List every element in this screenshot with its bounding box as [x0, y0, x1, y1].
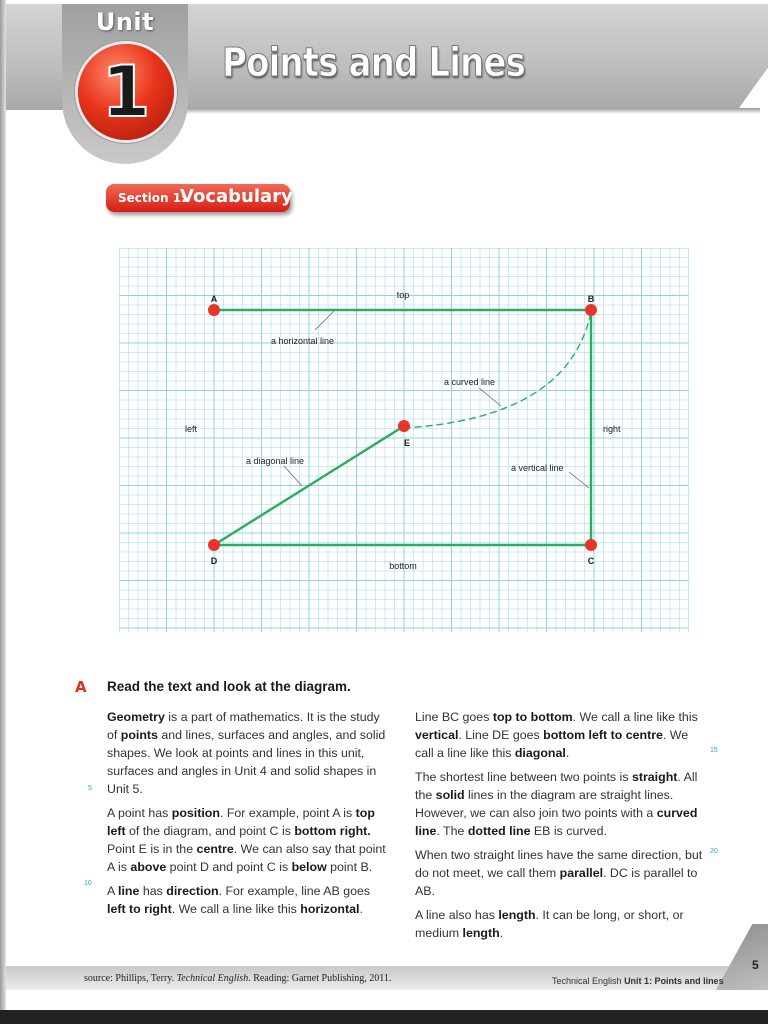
key-term: diagonal — [514, 746, 566, 760]
page-edge — [0, 0, 6, 1024]
text-run: . It can be long, or short, or medium — [415, 908, 684, 940]
text-run: and lines, surfaces and angles, and solid shapes. We look at points and lines in this unit, surfaces and angles in Unit 4 and solid shapes in Unit 5. — [107, 728, 386, 796]
text-run: A — [107, 884, 119, 898]
paragraph — [415, 906, 705, 942]
paragraph — [415, 768, 705, 840]
text-run: . We can also say that point A is — [107, 842, 386, 874]
page-number: 5 — [752, 958, 759, 972]
label-curved-line: a curved line — [444, 377, 496, 387]
header-shadow — [180, 108, 760, 114]
key-term: solid — [435, 788, 465, 802]
text-run: . We call a line like this — [415, 728, 689, 760]
paragraph — [415, 846, 705, 900]
point-e — [398, 420, 410, 432]
key-term: top to bottom — [492, 710, 573, 724]
exercise-instruction: Read the text and look at the diagram. — [107, 679, 351, 694]
text-run: . We call a line like this — [572, 710, 698, 724]
unit-number: 1 — [101, 51, 151, 133]
key-term: above — [130, 860, 167, 874]
text-run: has — [139, 884, 167, 898]
point-d — [208, 539, 220, 551]
key-term: length — [462, 926, 500, 940]
label-horizontal-line: a horizontal line — [271, 336, 335, 346]
text-run: . — [499, 926, 504, 940]
text-run: point D and point C is — [166, 860, 292, 874]
paragraph — [107, 882, 392, 918]
text-run: When two straight lines have the same direction, but do not meet, we call them — [415, 848, 703, 880]
line-number: 10 — [84, 880, 92, 887]
section-label: Section 1: — [118, 191, 186, 205]
text-run: . The — [436, 824, 468, 838]
text-column-right — [415, 708, 705, 948]
key-term: centre — [196, 842, 234, 856]
key-term: top left — [107, 806, 375, 838]
key-term: Geometry — [107, 710, 165, 724]
label-point-b: B — [587, 294, 595, 304]
label-left: left — [185, 424, 198, 434]
text-run: . Line DE goes — [458, 728, 544, 742]
section-badge — [106, 184, 293, 212]
key-term: dotted line — [467, 824, 531, 838]
text-run: . For example, point A is — [219, 806, 356, 820]
footer-book-title: Technical English — [552, 976, 622, 986]
text-run: . For example, line AB goes — [218, 884, 371, 898]
point-b — [585, 304, 597, 316]
text-run: Line BC goes — [415, 710, 493, 724]
text-run: A line also has — [415, 908, 499, 922]
text-run: lines in the diagram are straight lines. However, we can also join two points with a — [415, 788, 674, 820]
text-run: . We call a line like this — [171, 902, 301, 916]
footer-corner — [716, 924, 768, 990]
text-run: . DC is parallel to AB. — [415, 866, 698, 898]
source-suffix: . Reading: Garnet Publishing, 2011. — [248, 973, 392, 984]
section-title: Vocabulary — [180, 186, 293, 207]
label-top: top — [396, 290, 410, 300]
line-number: 20 — [710, 848, 718, 855]
exercise-marker: A — [75, 678, 87, 696]
points-lines-diagram — [119, 248, 689, 632]
text-run: A point has — [107, 806, 172, 820]
footer-unit-ref: Unit 1: Points and lines — [624, 976, 724, 986]
text-run: EB is curved. — [530, 824, 607, 838]
key-term: line — [118, 884, 140, 898]
label-vertical-line: a vertical line — [511, 463, 564, 473]
point-a — [208, 304, 220, 316]
source-prefix: source: Phillips, Terry. — [84, 973, 177, 984]
paragraph — [107, 708, 392, 798]
key-term: vertical — [415, 728, 459, 742]
text-run: . All the — [415, 770, 698, 802]
text-run: . — [565, 746, 570, 760]
source-book: Technical English — [176, 973, 249, 984]
key-term: left to right — [107, 902, 172, 916]
point-c — [585, 539, 597, 551]
paragraph — [107, 804, 392, 876]
key-term: horizontal — [300, 902, 360, 916]
text-column-left — [107, 708, 392, 924]
text-run: The shortest line between two points is — [415, 770, 632, 784]
line-number: 5 — [88, 785, 92, 792]
label-diagonal-line: a diagonal line — [246, 456, 305, 466]
key-term: points — [120, 728, 158, 742]
label-point-e: E — [403, 438, 411, 448]
text-run: point B. — [326, 860, 373, 874]
text-run: of the diagram, and point C is — [125, 824, 295, 838]
key-term: position — [171, 806, 220, 820]
label-right: right — [603, 424, 621, 434]
source-note — [84, 973, 391, 984]
key-term: length — [498, 908, 536, 922]
key-term: curved line — [415, 806, 698, 838]
key-term: below — [291, 860, 327, 874]
key-term: straight — [631, 770, 678, 784]
text-run: . — [359, 902, 363, 916]
key-term: parallel — [559, 866, 604, 880]
text-run: Point E is in the — [107, 842, 197, 856]
unit-label: Unit — [95, 8, 155, 36]
key-term: direction — [166, 884, 219, 898]
key-term: bottom right. — [294, 824, 371, 838]
key-term: bottom left to centre — [543, 728, 663, 742]
label-point-c: C — [587, 556, 595, 566]
label-point-d: D — [210, 556, 218, 566]
label-point-a: A — [210, 294, 218, 304]
footer-running-title — [552, 976, 724, 986]
text-run: is a part of mathematics. It is the study of — [107, 710, 380, 742]
line-number: 15 — [710, 747, 718, 754]
label-bottom: bottom — [389, 561, 417, 571]
page-title: Points and Lines — [222, 40, 526, 86]
paragraph — [415, 708, 705, 762]
bottom-strip — [0, 1010, 768, 1024]
